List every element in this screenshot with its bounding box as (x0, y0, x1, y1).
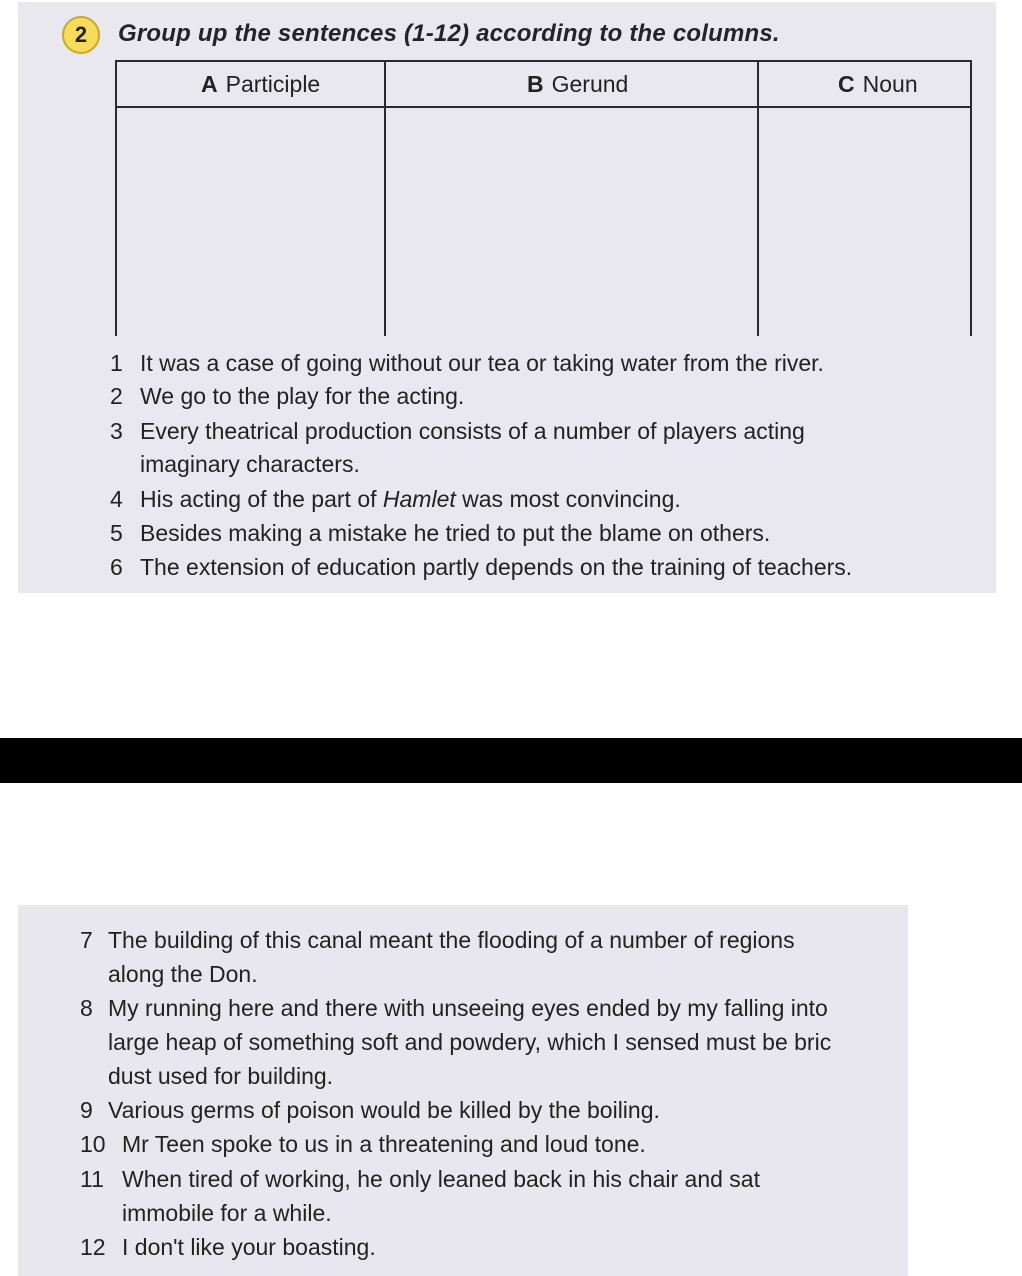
column-header-gerund: B Gerund (527, 71, 629, 97)
exercise-number-badge: 2 (62, 16, 100, 54)
sentence-8-continued-1: large heap of something soft and powdery, which I sensed must be bric (108, 1029, 832, 1055)
sentence-2: 2 We go to the play for the acting. (110, 383, 465, 409)
table-top-border (115, 60, 972, 62)
table-left-border (115, 60, 117, 336)
sentence-7-continued: along the Don. (108, 961, 258, 987)
answer-table (115, 60, 972, 336)
sentence-3-continued: imaginary characters. (140, 451, 360, 477)
sentence-5: 5 Besides making a mistake he tried to put the blame on others. (110, 520, 771, 546)
sentence-4: 4 His acting of the part of Hamlet was most convincing. (110, 486, 681, 512)
sentence-1: 1 It was a case of going without our tea or taking water from the river. (110, 350, 824, 376)
exercise-title: Group up the sentences (1-12) according to the columns. (118, 20, 780, 47)
column-header-noun: C Noun (838, 71, 918, 97)
sentence-11: 11 When tired of working, he only leaned back in his chair and sat (80, 1166, 760, 1192)
sentence-3: 3 Every theatrical production consists of a number of players acting (110, 418, 805, 444)
sentence-12: 12 I don't like your boasting. (80, 1234, 376, 1260)
black-separator-bar (0, 738, 1022, 783)
column-header-participle: A Participle (201, 71, 321, 97)
sentence-8-continued-2: dust used for building. (108, 1063, 334, 1089)
textbook-page-bottom (18, 905, 908, 1276)
sentence-8: 8 My running here and there with unseeing eyes ended by my falling into (80, 995, 828, 1021)
sentence-10: 10 Mr Teen spoke to us in a threatening and loud tone. (80, 1131, 646, 1157)
sentence-11-continued: immobile for a while. (122, 1200, 332, 1226)
table-right-border (970, 60, 972, 336)
table-header-divider (115, 106, 972, 108)
table-column-divider-2 (757, 60, 759, 336)
sentence-6: 6 The extension of education partly depends on the training of teachers. (110, 554, 853, 580)
sentence-7: 7 The building of this canal meant the flooding of a number of regions (80, 927, 795, 953)
table-column-divider-1 (384, 60, 386, 336)
textbook-page-top (18, 2, 996, 593)
sentence-9: 9 Various germs of poison would be killed by the boiling. (80, 1097, 660, 1123)
